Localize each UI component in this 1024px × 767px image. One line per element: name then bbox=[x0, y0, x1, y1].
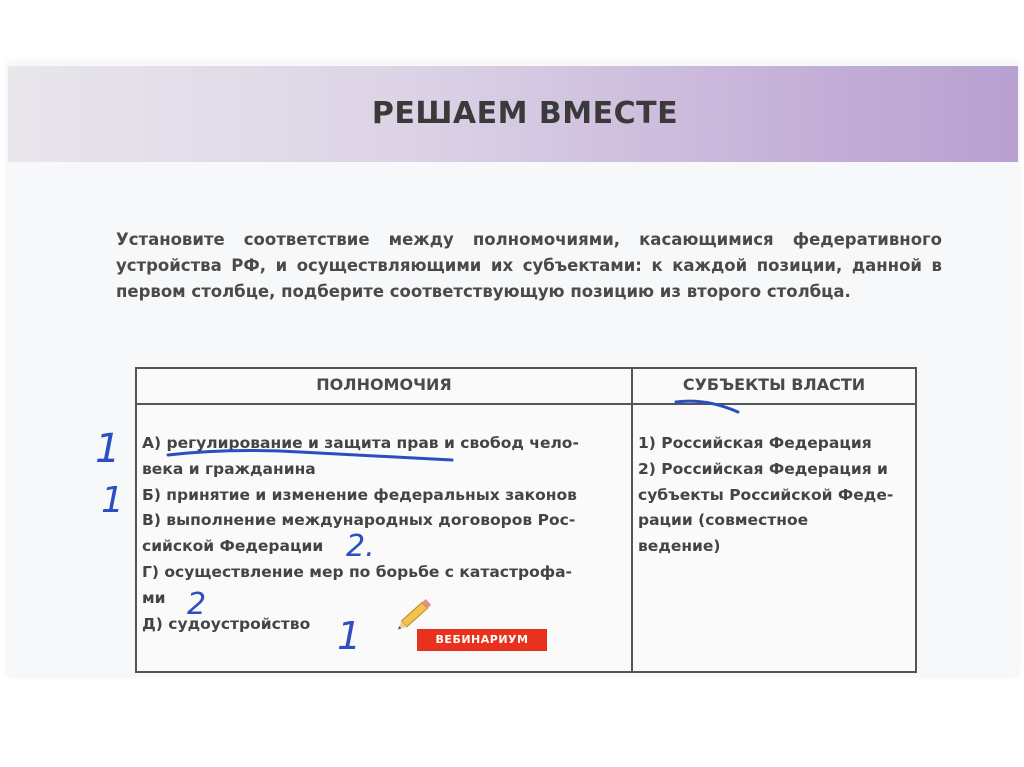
task-text: Установите соответствие между полномочиями, касающимися федеративного устройства РФ, и осуществляющими их субъектами: к каждой позиции, данной в первом столбце, подберите соответствующую позицию из второго столбца. bbox=[116, 230, 942, 301]
subjects-column-header: СУБЪЕКТЫ ВЛАСТИ bbox=[682, 375, 866, 394]
subjects-line: ведение) bbox=[638, 537, 721, 556]
column-divider bbox=[631, 369, 633, 671]
powers-line: А) регулирование и защита прав и свобод чело- bbox=[142, 434, 579, 452]
mark-b: 1 bbox=[101, 480, 124, 521]
mark-a: 1 bbox=[95, 426, 121, 472]
powers-line: ми bbox=[142, 588, 166, 607]
subjects-line: субъекты Российской Феде- bbox=[638, 485, 894, 504]
subjects-line: 1) Российская Федерация bbox=[638, 434, 872, 452]
mark-g: 2 bbox=[187, 587, 207, 622]
mark-d: 1 bbox=[337, 614, 362, 658]
slide-title: РЕШАЕМ ВМЕСТЕ bbox=[371, 96, 679, 131]
mark-v: 2. bbox=[346, 529, 375, 564]
subjects-line: рации (совместное bbox=[638, 511, 809, 530]
powers-line: Д) судоустройство bbox=[142, 614, 311, 633]
powers-line: Б) принятие и изменение федеральных законов bbox=[142, 485, 577, 504]
powers-list bbox=[142, 431, 630, 637]
powers-line: В) выполнение международных договоров Рос- bbox=[142, 511, 576, 530]
webinar-badge: ВЕБИНАРИУМ bbox=[417, 629, 547, 651]
subjects-list bbox=[638, 431, 918, 560]
powers-line: века и гражданина bbox=[142, 459, 316, 478]
powers-column-header: ПОЛНОМОЧИЯ bbox=[316, 375, 452, 394]
matching-table bbox=[135, 367, 917, 673]
header-divider bbox=[137, 403, 915, 405]
subjects-line: 2) Российская Федерация и bbox=[638, 459, 888, 478]
powers-line: Г) осуществление мер по борьбе с катастрофа- bbox=[142, 562, 572, 581]
powers-line: сийской Федерации bbox=[142, 537, 324, 556]
